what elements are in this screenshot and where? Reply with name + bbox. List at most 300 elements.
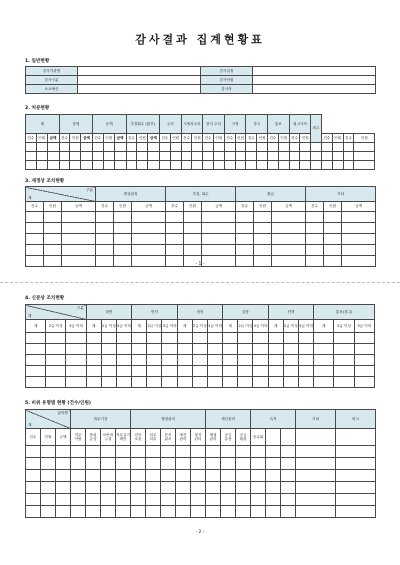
table-cell[interactable] xyxy=(300,152,311,161)
table-cell[interactable] xyxy=(81,152,93,161)
table-cell[interactable] xyxy=(283,355,298,366)
table-cell[interactable] xyxy=(147,333,162,344)
table-cell[interactable] xyxy=(137,143,148,152)
table-cell[interactable] xyxy=(213,143,224,152)
table-cell[interactable] xyxy=(314,377,334,388)
table-cell[interactable] xyxy=(126,143,137,152)
table-cell[interactable] xyxy=(202,245,236,256)
table-cell[interactable] xyxy=(298,366,313,377)
table-cell[interactable] xyxy=(281,482,296,494)
table-cell[interactable] xyxy=(81,143,93,152)
table-cell[interactable] xyxy=(132,234,166,245)
table-cell[interactable] xyxy=(342,245,376,256)
table-cell[interactable] xyxy=(300,161,311,170)
table-cell[interactable] xyxy=(114,161,126,170)
table-cell[interactable] xyxy=(253,355,268,366)
table-cell[interactable] xyxy=(202,223,236,234)
table-cell[interactable] xyxy=(354,161,375,170)
table-cell[interactable] xyxy=(203,152,214,161)
table-cell[interactable] xyxy=(70,161,81,170)
table-cell[interactable] xyxy=(86,355,101,366)
table-cell[interactable] xyxy=(26,161,37,170)
table-cell[interactable] xyxy=(46,377,66,388)
table-cell[interactable] xyxy=(278,143,289,152)
table-cell[interactable] xyxy=(147,366,162,377)
table-cell[interactable] xyxy=(176,458,191,470)
table-cell[interactable] xyxy=(116,333,131,344)
table-cell[interactable] xyxy=(70,143,81,152)
table-cell[interactable] xyxy=(192,377,207,388)
table-cell[interactable] xyxy=(298,344,313,355)
table-cell[interactable] xyxy=(213,161,224,170)
table-cell[interactable] xyxy=(116,366,131,377)
table-cell[interactable] xyxy=(306,234,324,245)
table-cell[interactable] xyxy=(266,446,281,458)
table-cell[interactable] xyxy=(162,344,177,355)
table-cell[interactable] xyxy=(170,143,181,152)
table-cell[interactable] xyxy=(221,494,236,506)
table-cell[interactable] xyxy=(47,143,59,152)
table-cell[interactable] xyxy=(101,344,116,355)
table-cell[interactable] xyxy=(251,494,266,506)
table-cell[interactable] xyxy=(192,152,203,161)
table-cell[interactable] xyxy=(56,458,71,470)
table-cell[interactable] xyxy=(162,377,177,388)
table-cell[interactable] xyxy=(181,152,192,161)
table-cell[interactable] xyxy=(192,161,203,170)
table-cell[interactable] xyxy=(59,161,70,170)
table-cell[interactable] xyxy=(223,377,238,388)
table-cell[interactable] xyxy=(46,333,66,344)
table-cell[interactable] xyxy=(26,458,41,470)
table-cell[interactable] xyxy=(131,446,146,458)
table-cell[interactable] xyxy=(266,494,281,506)
table-cell[interactable] xyxy=(114,143,126,152)
table-cell[interactable] xyxy=(86,446,101,458)
table-cell[interactable] xyxy=(62,212,96,223)
table-cell[interactable] xyxy=(116,446,131,458)
table-cell[interactable] xyxy=(170,152,181,161)
table-cell[interactable] xyxy=(221,506,236,518)
table-cell[interactable] xyxy=(235,152,246,161)
table-cell[interactable] xyxy=(268,152,279,161)
table-cell[interactable] xyxy=(161,482,176,494)
table-cell[interactable] xyxy=(116,344,131,355)
table-cell[interactable] xyxy=(324,212,342,223)
table-cell[interactable] xyxy=(70,152,81,161)
table-cell[interactable] xyxy=(177,333,192,344)
table-cell[interactable] xyxy=(44,245,62,256)
table-cell[interactable] xyxy=(62,234,96,245)
table-cell[interactable] xyxy=(41,494,56,506)
table-cell[interactable] xyxy=(253,344,268,355)
value-cell[interactable] xyxy=(78,67,201,76)
table-cell[interactable] xyxy=(166,234,184,245)
table-cell[interactable] xyxy=(235,161,246,170)
table-cell[interactable] xyxy=(56,470,71,482)
table-cell[interactable] xyxy=(103,161,114,170)
table-cell[interactable] xyxy=(86,506,101,518)
table-cell[interactable] xyxy=(103,143,114,152)
table-cell[interactable] xyxy=(44,212,62,223)
table-cell[interactable] xyxy=(26,234,44,245)
table-cell[interactable] xyxy=(162,333,177,344)
table-cell[interactable] xyxy=(298,333,313,344)
table-cell[interactable] xyxy=(283,366,298,377)
table-cell[interactable] xyxy=(336,446,376,458)
table-cell[interactable] xyxy=(132,377,147,388)
table-cell[interactable] xyxy=(203,161,214,170)
table-cell[interactable] xyxy=(332,152,343,161)
table-cell[interactable] xyxy=(238,366,253,377)
table-cell[interactable] xyxy=(159,143,170,152)
table-cell[interactable] xyxy=(278,161,289,170)
table-cell[interactable] xyxy=(268,333,283,344)
table-cell[interactable] xyxy=(251,506,266,518)
table-cell[interactable] xyxy=(176,482,191,494)
table-cell[interactable] xyxy=(207,333,222,344)
table-cell[interactable] xyxy=(93,161,104,170)
table-cell[interactable] xyxy=(236,506,251,518)
table-cell[interactable] xyxy=(132,344,147,355)
table-cell[interactable] xyxy=(283,344,298,355)
table-cell[interactable] xyxy=(254,245,272,256)
table-cell[interactable] xyxy=(44,223,62,234)
table-cell[interactable] xyxy=(116,355,131,366)
table-cell[interactable] xyxy=(101,446,116,458)
table-cell[interactable] xyxy=(191,446,206,458)
table-cell[interactable] xyxy=(342,234,376,245)
table-cell[interactable] xyxy=(314,355,334,366)
table-cell[interactable] xyxy=(161,470,176,482)
table-cell[interactable] xyxy=(159,161,170,170)
table-cell[interactable] xyxy=(86,494,101,506)
table-cell[interactable] xyxy=(71,446,86,458)
table-cell[interactable] xyxy=(131,458,146,470)
table-cell[interactable] xyxy=(272,245,306,256)
table-cell[interactable] xyxy=(268,377,283,388)
table-cell[interactable] xyxy=(96,223,114,234)
table-cell[interactable] xyxy=(332,161,343,170)
table-cell[interactable] xyxy=(236,446,251,458)
table-cell[interactable] xyxy=(177,355,192,366)
table-cell[interactable] xyxy=(354,344,374,355)
table-cell[interactable] xyxy=(47,161,59,170)
table-cell[interactable] xyxy=(206,470,221,482)
table-cell[interactable] xyxy=(354,366,374,377)
table-cell[interactable] xyxy=(146,482,161,494)
table-cell[interactable] xyxy=(114,234,132,245)
value-cell[interactable] xyxy=(78,85,201,94)
table-cell[interactable] xyxy=(238,344,253,355)
table-cell[interactable] xyxy=(296,458,336,470)
table-cell[interactable] xyxy=(354,355,374,366)
table-cell[interactable] xyxy=(343,161,354,170)
table-cell[interactable] xyxy=(203,143,214,152)
table-cell[interactable] xyxy=(236,234,254,245)
table-cell[interactable] xyxy=(184,212,202,223)
table-cell[interactable] xyxy=(336,494,376,506)
table-cell[interactable] xyxy=(281,494,296,506)
table-cell[interactable] xyxy=(62,245,96,256)
table-cell[interactable] xyxy=(202,234,236,245)
table-cell[interactable] xyxy=(283,333,298,344)
table-cell[interactable] xyxy=(26,333,46,344)
table-cell[interactable] xyxy=(332,143,343,152)
table-cell[interactable] xyxy=(26,355,46,366)
table-cell[interactable] xyxy=(311,161,322,170)
table-cell[interactable] xyxy=(192,355,207,366)
table-cell[interactable] xyxy=(166,223,184,234)
table-cell[interactable] xyxy=(192,333,207,344)
table-cell[interactable] xyxy=(36,152,47,161)
table-cell[interactable] xyxy=(86,333,101,344)
table-cell[interactable] xyxy=(184,223,202,234)
table-cell[interactable] xyxy=(101,494,116,506)
table-cell[interactable] xyxy=(251,470,266,482)
table-cell[interactable] xyxy=(131,470,146,482)
table-cell[interactable] xyxy=(148,143,160,152)
table-cell[interactable] xyxy=(132,333,147,344)
table-cell[interactable] xyxy=(342,223,376,234)
value-cell[interactable] xyxy=(253,85,376,94)
table-cell[interactable] xyxy=(191,494,206,506)
table-cell[interactable] xyxy=(314,333,334,344)
table-cell[interactable] xyxy=(132,212,166,223)
table-cell[interactable] xyxy=(26,223,44,234)
table-cell[interactable] xyxy=(206,506,221,518)
table-cell[interactable] xyxy=(221,458,236,470)
table-cell[interactable] xyxy=(238,355,253,366)
table-cell[interactable] xyxy=(26,446,41,458)
table-cell[interactable] xyxy=(268,355,283,366)
table-cell[interactable] xyxy=(116,482,131,494)
table-cell[interactable] xyxy=(147,377,162,388)
table-cell[interactable] xyxy=(26,470,41,482)
table-cell[interactable] xyxy=(59,152,70,161)
table-cell[interactable] xyxy=(254,223,272,234)
table-cell[interactable] xyxy=(322,152,333,161)
table-cell[interactable] xyxy=(86,482,101,494)
table-cell[interactable] xyxy=(162,355,177,366)
table-cell[interactable] xyxy=(161,446,176,458)
table-cell[interactable] xyxy=(176,494,191,506)
table-cell[interactable] xyxy=(223,366,238,377)
table-cell[interactable] xyxy=(86,344,101,355)
table-cell[interactable] xyxy=(281,506,296,518)
table-cell[interactable] xyxy=(114,245,132,256)
table-cell[interactable] xyxy=(192,344,207,355)
table-cell[interactable] xyxy=(116,494,131,506)
table-cell[interactable] xyxy=(26,506,41,518)
table-cell[interactable] xyxy=(289,143,300,152)
table-cell[interactable] xyxy=(236,223,254,234)
table-cell[interactable] xyxy=(257,161,268,170)
table-cell[interactable] xyxy=(266,482,281,494)
table-cell[interactable] xyxy=(213,152,224,161)
table-cell[interactable] xyxy=(289,161,300,170)
table-cell[interactable] xyxy=(306,245,324,256)
table-cell[interactable] xyxy=(146,470,161,482)
table-cell[interactable] xyxy=(336,470,376,482)
table-cell[interactable] xyxy=(236,494,251,506)
table-cell[interactable] xyxy=(221,482,236,494)
table-cell[interactable] xyxy=(272,234,306,245)
table-cell[interactable] xyxy=(296,446,336,458)
table-cell[interactable] xyxy=(236,458,251,470)
table-cell[interactable] xyxy=(253,366,268,377)
table-cell[interactable] xyxy=(93,143,104,152)
table-cell[interactable] xyxy=(101,366,116,377)
table-cell[interactable] xyxy=(191,482,206,494)
table-cell[interactable] xyxy=(181,143,192,152)
table-cell[interactable] xyxy=(71,458,86,470)
table-cell[interactable] xyxy=(354,377,374,388)
table-cell[interactable] xyxy=(161,506,176,518)
table-cell[interactable] xyxy=(46,344,66,355)
table-cell[interactable] xyxy=(176,446,191,458)
table-cell[interactable] xyxy=(184,234,202,245)
table-cell[interactable] xyxy=(86,366,101,377)
table-cell[interactable] xyxy=(224,161,235,170)
table-cell[interactable] xyxy=(66,366,86,377)
table-cell[interactable] xyxy=(322,161,333,170)
table-cell[interactable] xyxy=(101,333,116,344)
table-cell[interactable] xyxy=(334,333,354,344)
table-cell[interactable] xyxy=(26,212,44,223)
table-cell[interactable] xyxy=(56,482,71,494)
table-cell[interactable] xyxy=(162,366,177,377)
table-cell[interactable] xyxy=(166,212,184,223)
table-cell[interactable] xyxy=(114,212,132,223)
table-cell[interactable] xyxy=(166,245,184,256)
table-cell[interactable] xyxy=(336,458,376,470)
table-cell[interactable] xyxy=(26,143,37,152)
table-cell[interactable] xyxy=(26,482,41,494)
table-cell[interactable] xyxy=(26,494,41,506)
table-cell[interactable] xyxy=(101,482,116,494)
table-cell[interactable] xyxy=(56,446,71,458)
table-cell[interactable] xyxy=(101,377,116,388)
table-cell[interactable] xyxy=(147,355,162,366)
table-cell[interactable] xyxy=(96,245,114,256)
table-cell[interactable] xyxy=(354,143,375,152)
table-cell[interactable] xyxy=(324,223,342,234)
table-cell[interactable] xyxy=(101,355,116,366)
table-cell[interactable] xyxy=(26,152,37,161)
table-cell[interactable] xyxy=(41,458,56,470)
table-cell[interactable] xyxy=(202,212,236,223)
table-cell[interactable] xyxy=(161,458,176,470)
table-cell[interactable] xyxy=(116,506,131,518)
table-cell[interactable] xyxy=(266,470,281,482)
table-cell[interactable] xyxy=(191,470,206,482)
table-cell[interactable] xyxy=(224,143,235,152)
table-cell[interactable] xyxy=(177,366,192,377)
table-cell[interactable] xyxy=(246,161,257,170)
table-cell[interactable] xyxy=(114,152,126,161)
table-cell[interactable] xyxy=(343,152,354,161)
table-cell[interactable] xyxy=(170,161,181,170)
table-cell[interactable] xyxy=(322,143,333,152)
table-cell[interactable] xyxy=(221,446,236,458)
table-cell[interactable] xyxy=(176,506,191,518)
table-cell[interactable] xyxy=(236,470,251,482)
table-cell[interactable] xyxy=(314,366,334,377)
table-cell[interactable] xyxy=(206,458,221,470)
table-cell[interactable] xyxy=(176,470,191,482)
table-cell[interactable] xyxy=(236,245,254,256)
table-cell[interactable] xyxy=(278,152,289,161)
table-cell[interactable] xyxy=(93,152,104,161)
table-cell[interactable] xyxy=(44,234,62,245)
table-cell[interactable] xyxy=(66,344,86,355)
table-cell[interactable] xyxy=(221,470,236,482)
table-cell[interactable] xyxy=(86,458,101,470)
table-cell[interactable] xyxy=(235,143,246,152)
table-cell[interactable] xyxy=(207,355,222,366)
table-cell[interactable] xyxy=(41,482,56,494)
table-cell[interactable] xyxy=(254,212,272,223)
table-cell[interactable] xyxy=(246,152,257,161)
table-cell[interactable] xyxy=(132,223,166,234)
table-cell[interactable] xyxy=(334,377,354,388)
table-cell[interactable] xyxy=(66,355,86,366)
table-cell[interactable] xyxy=(86,377,101,388)
table-cell[interactable] xyxy=(251,446,266,458)
table-cell[interactable] xyxy=(56,494,71,506)
table-cell[interactable] xyxy=(116,377,131,388)
table-cell[interactable] xyxy=(71,470,86,482)
table-cell[interactable] xyxy=(137,161,148,170)
table-cell[interactable] xyxy=(266,506,281,518)
table-cell[interactable] xyxy=(101,470,116,482)
table-cell[interactable] xyxy=(334,344,354,355)
table-cell[interactable] xyxy=(137,152,148,161)
table-cell[interactable] xyxy=(86,470,101,482)
table-cell[interactable] xyxy=(146,446,161,458)
table-cell[interactable] xyxy=(147,344,162,355)
table-cell[interactable] xyxy=(257,152,268,161)
table-cell[interactable] xyxy=(236,482,251,494)
table-cell[interactable] xyxy=(71,494,86,506)
table-cell[interactable] xyxy=(131,506,146,518)
table-cell[interactable] xyxy=(296,470,336,482)
table-cell[interactable] xyxy=(126,152,137,161)
table-cell[interactable] xyxy=(336,482,376,494)
table-cell[interactable] xyxy=(71,506,86,518)
table-cell[interactable] xyxy=(206,446,221,458)
table-cell[interactable] xyxy=(334,366,354,377)
table-cell[interactable] xyxy=(41,470,56,482)
table-cell[interactable] xyxy=(354,333,374,344)
table-cell[interactable] xyxy=(36,161,47,170)
table-cell[interactable] xyxy=(253,333,268,344)
table-cell[interactable] xyxy=(131,482,146,494)
table-cell[interactable] xyxy=(41,446,56,458)
table-cell[interactable] xyxy=(254,234,272,245)
table-cell[interactable] xyxy=(46,355,66,366)
table-cell[interactable] xyxy=(41,506,56,518)
table-cell[interactable] xyxy=(132,355,147,366)
table-cell[interactable] xyxy=(336,506,376,518)
table-cell[interactable] xyxy=(177,377,192,388)
table-cell[interactable] xyxy=(281,446,296,458)
table-cell[interactable] xyxy=(126,161,137,170)
table-cell[interactable] xyxy=(66,333,86,344)
table-cell[interactable] xyxy=(191,506,206,518)
table-cell[interactable] xyxy=(334,355,354,366)
